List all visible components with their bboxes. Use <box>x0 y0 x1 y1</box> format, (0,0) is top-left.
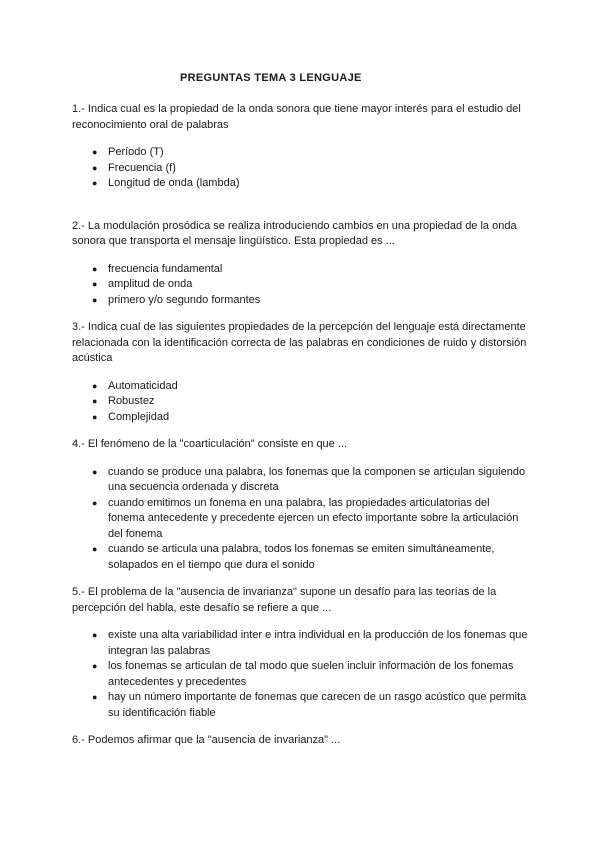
option-list-5 <box>72 628 528 721</box>
option-item <box>92 176 528 192</box>
option-item <box>92 145 528 161</box>
bullet-icon: ● <box>92 497 98 508</box>
option-item <box>92 277 528 293</box>
option-text: Frecuencia (f) <box>108 161 176 174</box>
question-block-1 <box>72 102 528 192</box>
bullet-icon: ● <box>92 630 98 640</box>
option-text: amplitud de onda <box>108 278 193 290</box>
option-item <box>92 465 528 496</box>
question-block-3 <box>72 320 528 425</box>
bullet-icon: ● <box>92 380 98 391</box>
option-text: Complejidad <box>108 410 170 423</box>
option-item <box>92 262 528 278</box>
bullet-icon: ● <box>92 466 98 477</box>
option-item <box>92 410 528 426</box>
question-text-4: 4.- El fenómeno de la "coarticulación" consiste en que ... <box>72 438 348 450</box>
option-list-3 <box>72 379 528 426</box>
bullet-icon: ● <box>92 178 98 188</box>
option-list-1 <box>72 145 528 192</box>
question-block-5 <box>72 585 528 721</box>
option-text: Longitud de onda (lambda) <box>108 177 240 189</box>
option-text: Robustez <box>108 395 155 407</box>
bullet-icon: ● <box>92 661 98 671</box>
option-text: hay un número importante de fonemas que carecen de un rasgo acústico que permita su identificación fiable <box>108 691 527 719</box>
option-item <box>92 394 528 410</box>
option-text: frecuencia fundamental <box>108 262 223 275</box>
bullet-icon: ● <box>92 544 98 554</box>
document-title: PREGUNTAS TEMA 3 LENGUAJE <box>180 72 362 84</box>
question-block-6 <box>72 733 528 749</box>
question-text-3: 3.- Indica cual de las siguientes propiedades de la percepción del lenguaje está directamente relacionada con la identificación correcta de las palabras en condiciones de ruido y distorsión acústica <box>72 321 527 364</box>
option-text: existe una alta variabilidad inter e intra individual en la producción de los fonemas que integran las palabras <box>108 629 528 657</box>
option-item <box>92 542 528 573</box>
bullet-icon: ● <box>92 396 98 406</box>
option-text: Automaticidad <box>108 379 178 392</box>
option-text: cuando se produce una palabra, los fonemas que la componen se articulan siguiendo una secuencia ordenada y discreta <box>108 465 526 493</box>
bullet-icon: ● <box>92 294 98 305</box>
bullet-icon: ● <box>92 263 98 274</box>
option-item <box>92 659 528 690</box>
bullet-icon: ● <box>92 411 98 422</box>
option-text: primero y/o segundo formantes <box>108 293 261 306</box>
question-text-6: 6.- Podemos afirmar que la "ausencia de invarianza" ... <box>72 734 341 746</box>
option-text: Período (T) <box>108 146 164 158</box>
option-item <box>92 161 528 177</box>
bullet-icon: ● <box>92 147 98 157</box>
question-text-2: 2.- La modulación prosódica se realiza introduciendo cambios en una propiedad de la onda sonora que transporta el mensaje lingüístico. Esta propiedad es ... <box>72 219 517 247</box>
option-item <box>92 379 528 395</box>
question-text-5: 5.- El problema de la "ausencia de invarianza" supone un desafío para las teorías de la percepción del habla, este desafío se refiere a que ... <box>72 586 497 614</box>
bullet-icon: ● <box>92 162 98 173</box>
option-list-4 <box>72 465 528 574</box>
question-text-1: 1.- Indica cual es la propiedad de la onda sonora que tiene mayor interés para el estudio del reconocimiento oral de palabras <box>72 103 521 131</box>
option-text: los fonemas se articulan de tal modo que suelen incluir información de los fonemas antecedentes y precedentes <box>108 660 514 688</box>
option-list-2 <box>72 262 528 309</box>
option-item <box>92 496 528 543</box>
option-text: cuando se articula una palabra, todos los fonemas se emiten simultáneamente, solapados en el tiempo que dura el sonido <box>108 543 495 571</box>
bullet-icon: ● <box>92 279 98 289</box>
bullet-icon: ● <box>92 692 98 702</box>
option-item <box>92 628 528 659</box>
option-item <box>92 690 528 721</box>
option-text: cuando emitimos un fonema en una palabra, las propiedades articulatorias del fonema antecedente y precedente ejercen un efecto importante sobre la articulación del fonema <box>108 496 519 540</box>
question-block-2 <box>72 219 528 309</box>
option-item <box>92 293 528 309</box>
question-block-4 <box>72 437 528 573</box>
